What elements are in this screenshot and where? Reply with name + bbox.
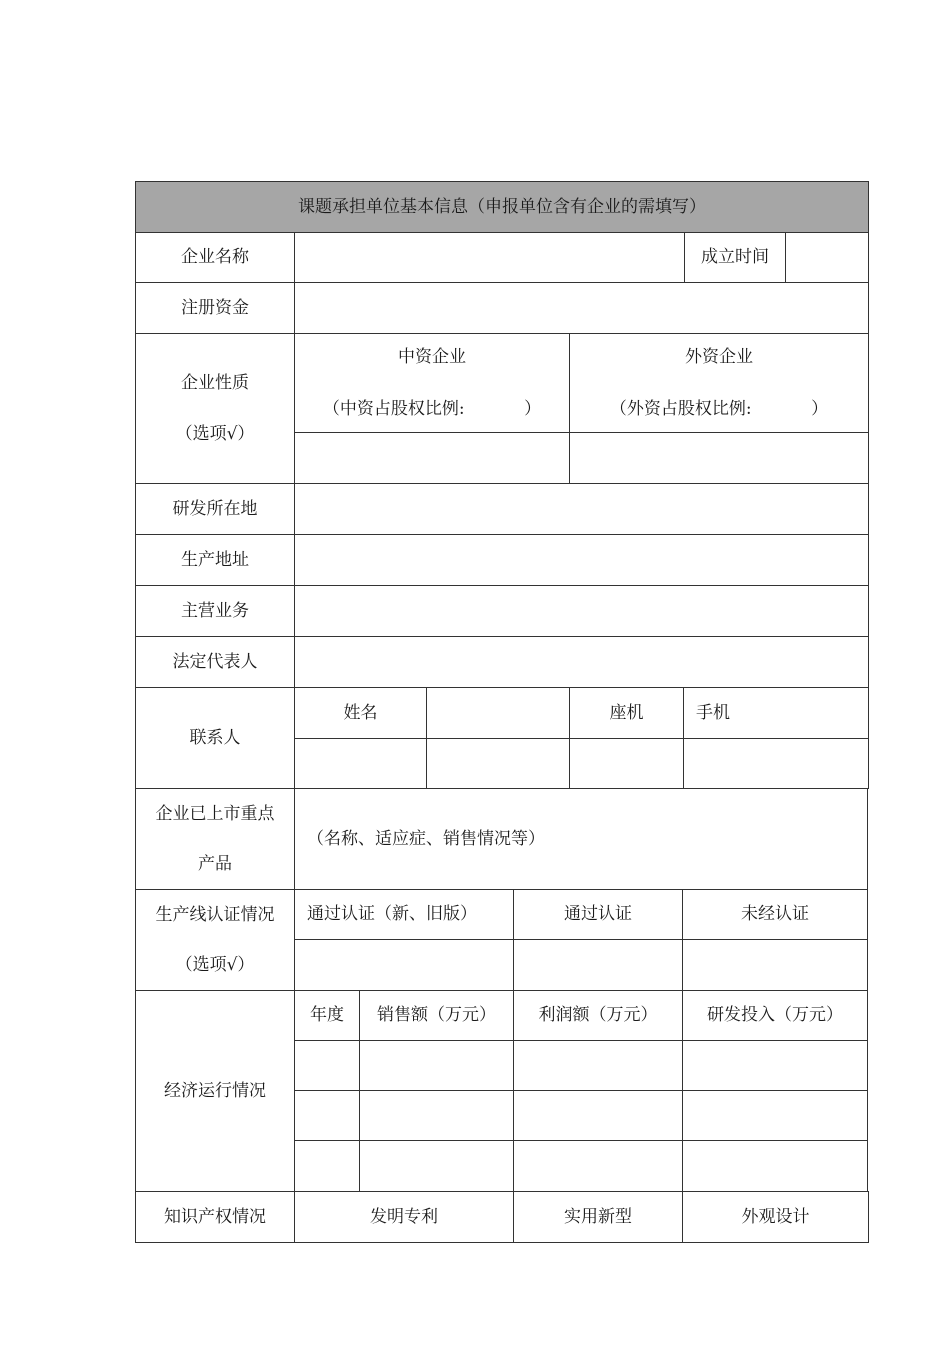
contact-name-field[interactable]: [294, 738, 427, 789]
ip-appearance-design: 外观设计: [682, 1191, 869, 1243]
cert-option-passed-new-old: 通过认证（新、旧版）: [294, 889, 514, 940]
contact-landline-field[interactable]: [569, 738, 684, 789]
company-name-label: 企业名称: [135, 232, 295, 283]
econ-row-3-rd[interactable]: [682, 1140, 868, 1192]
certification-label: 生产线认证情况 （选项√）: [135, 889, 295, 991]
cert-check-field-passed-new-old[interactable]: [294, 939, 514, 991]
econ-row-2-year[interactable]: [294, 1090, 360, 1141]
cert-check-field-not-certified[interactable]: [682, 939, 868, 991]
listed-products-field[interactable]: [294, 788, 868, 890]
legal-representative-label: 法定代表人: [135, 636, 295, 688]
cert-option-passed: 通过认证: [513, 889, 683, 940]
econ-col-sales: 销售额（万元）: [359, 990, 514, 1041]
econ-col-profit: 利润额（万元）: [513, 990, 683, 1041]
domestic-enterprise-check-field[interactable]: [294, 432, 570, 484]
econ-col-rd-investment: 研发投入（万元）: [682, 990, 868, 1041]
form-title: 课题承担单位基本信息（申报单位含有企业的需填写）: [135, 181, 869, 233]
foreign-enterprise-option: 外资企业 （外资占股权比例: ）: [569, 333, 869, 433]
contact-mobile-field[interactable]: [683, 738, 869, 789]
founded-date-label: 成立时间: [684, 232, 786, 283]
rd-location-label: 研发所在地: [135, 483, 295, 535]
econ-row-3-sales[interactable]: [359, 1140, 514, 1192]
econ-row-3-profit[interactable]: [513, 1140, 683, 1192]
contact-landline-label: 座机: [569, 687, 684, 739]
cert-option-not-certified: 未经认证: [682, 889, 868, 940]
rd-location-field[interactable]: [294, 483, 869, 535]
founded-date-field[interactable]: [785, 232, 869, 283]
econ-row-2-sales[interactable]: [359, 1090, 514, 1141]
production-address-field[interactable]: [294, 534, 869, 586]
econ-row-3-year[interactable]: [294, 1140, 360, 1192]
ip-utility-model: 实用新型: [513, 1191, 683, 1243]
econ-row-2-rd[interactable]: [682, 1090, 868, 1141]
legal-representative-field[interactable]: [294, 636, 869, 688]
economic-operation-label: 经济运行情况: [135, 990, 295, 1192]
econ-row-1-sales[interactable]: [359, 1040, 514, 1091]
registered-capital-label: 注册资金: [135, 282, 295, 334]
econ-col-year: 年度: [294, 990, 360, 1041]
main-business-label: 主营业务: [135, 585, 295, 637]
contact-name-field-top[interactable]: [426, 687, 570, 739]
econ-row-2-profit[interactable]: [513, 1090, 683, 1141]
econ-row-1-year[interactable]: [294, 1040, 360, 1091]
listed-products-hint: （名称、适应症、销售情况等）: [307, 828, 545, 849]
company-name-field[interactable]: [294, 232, 685, 283]
contact-person-label: 联系人: [135, 687, 295, 789]
foreign-enterprise-check-field[interactable]: [569, 432, 869, 484]
registered-capital-field[interactable]: [294, 282, 869, 334]
domestic-enterprise-option: 中资企业 （中资占股权比例: ）: [294, 333, 570, 433]
econ-row-1-rd[interactable]: [682, 1040, 868, 1091]
contact-name-label: 姓名: [294, 687, 427, 739]
listed-products-label: 企业已上市重点 产品: [135, 788, 295, 890]
econ-row-1-profit[interactable]: [513, 1040, 683, 1091]
main-business-field[interactable]: [294, 585, 869, 637]
ip-label: 知识产权情况: [135, 1191, 295, 1243]
enterprise-nature-label: 企业性质 （选项√）: [135, 333, 295, 484]
cert-check-field-passed[interactable]: [513, 939, 683, 991]
contact-extra-field[interactable]: [426, 738, 570, 789]
production-address-label: 生产地址: [135, 534, 295, 586]
ip-invention-patent: 发明专利: [294, 1191, 514, 1243]
contact-mobile-label: 手机: [683, 687, 869, 739]
